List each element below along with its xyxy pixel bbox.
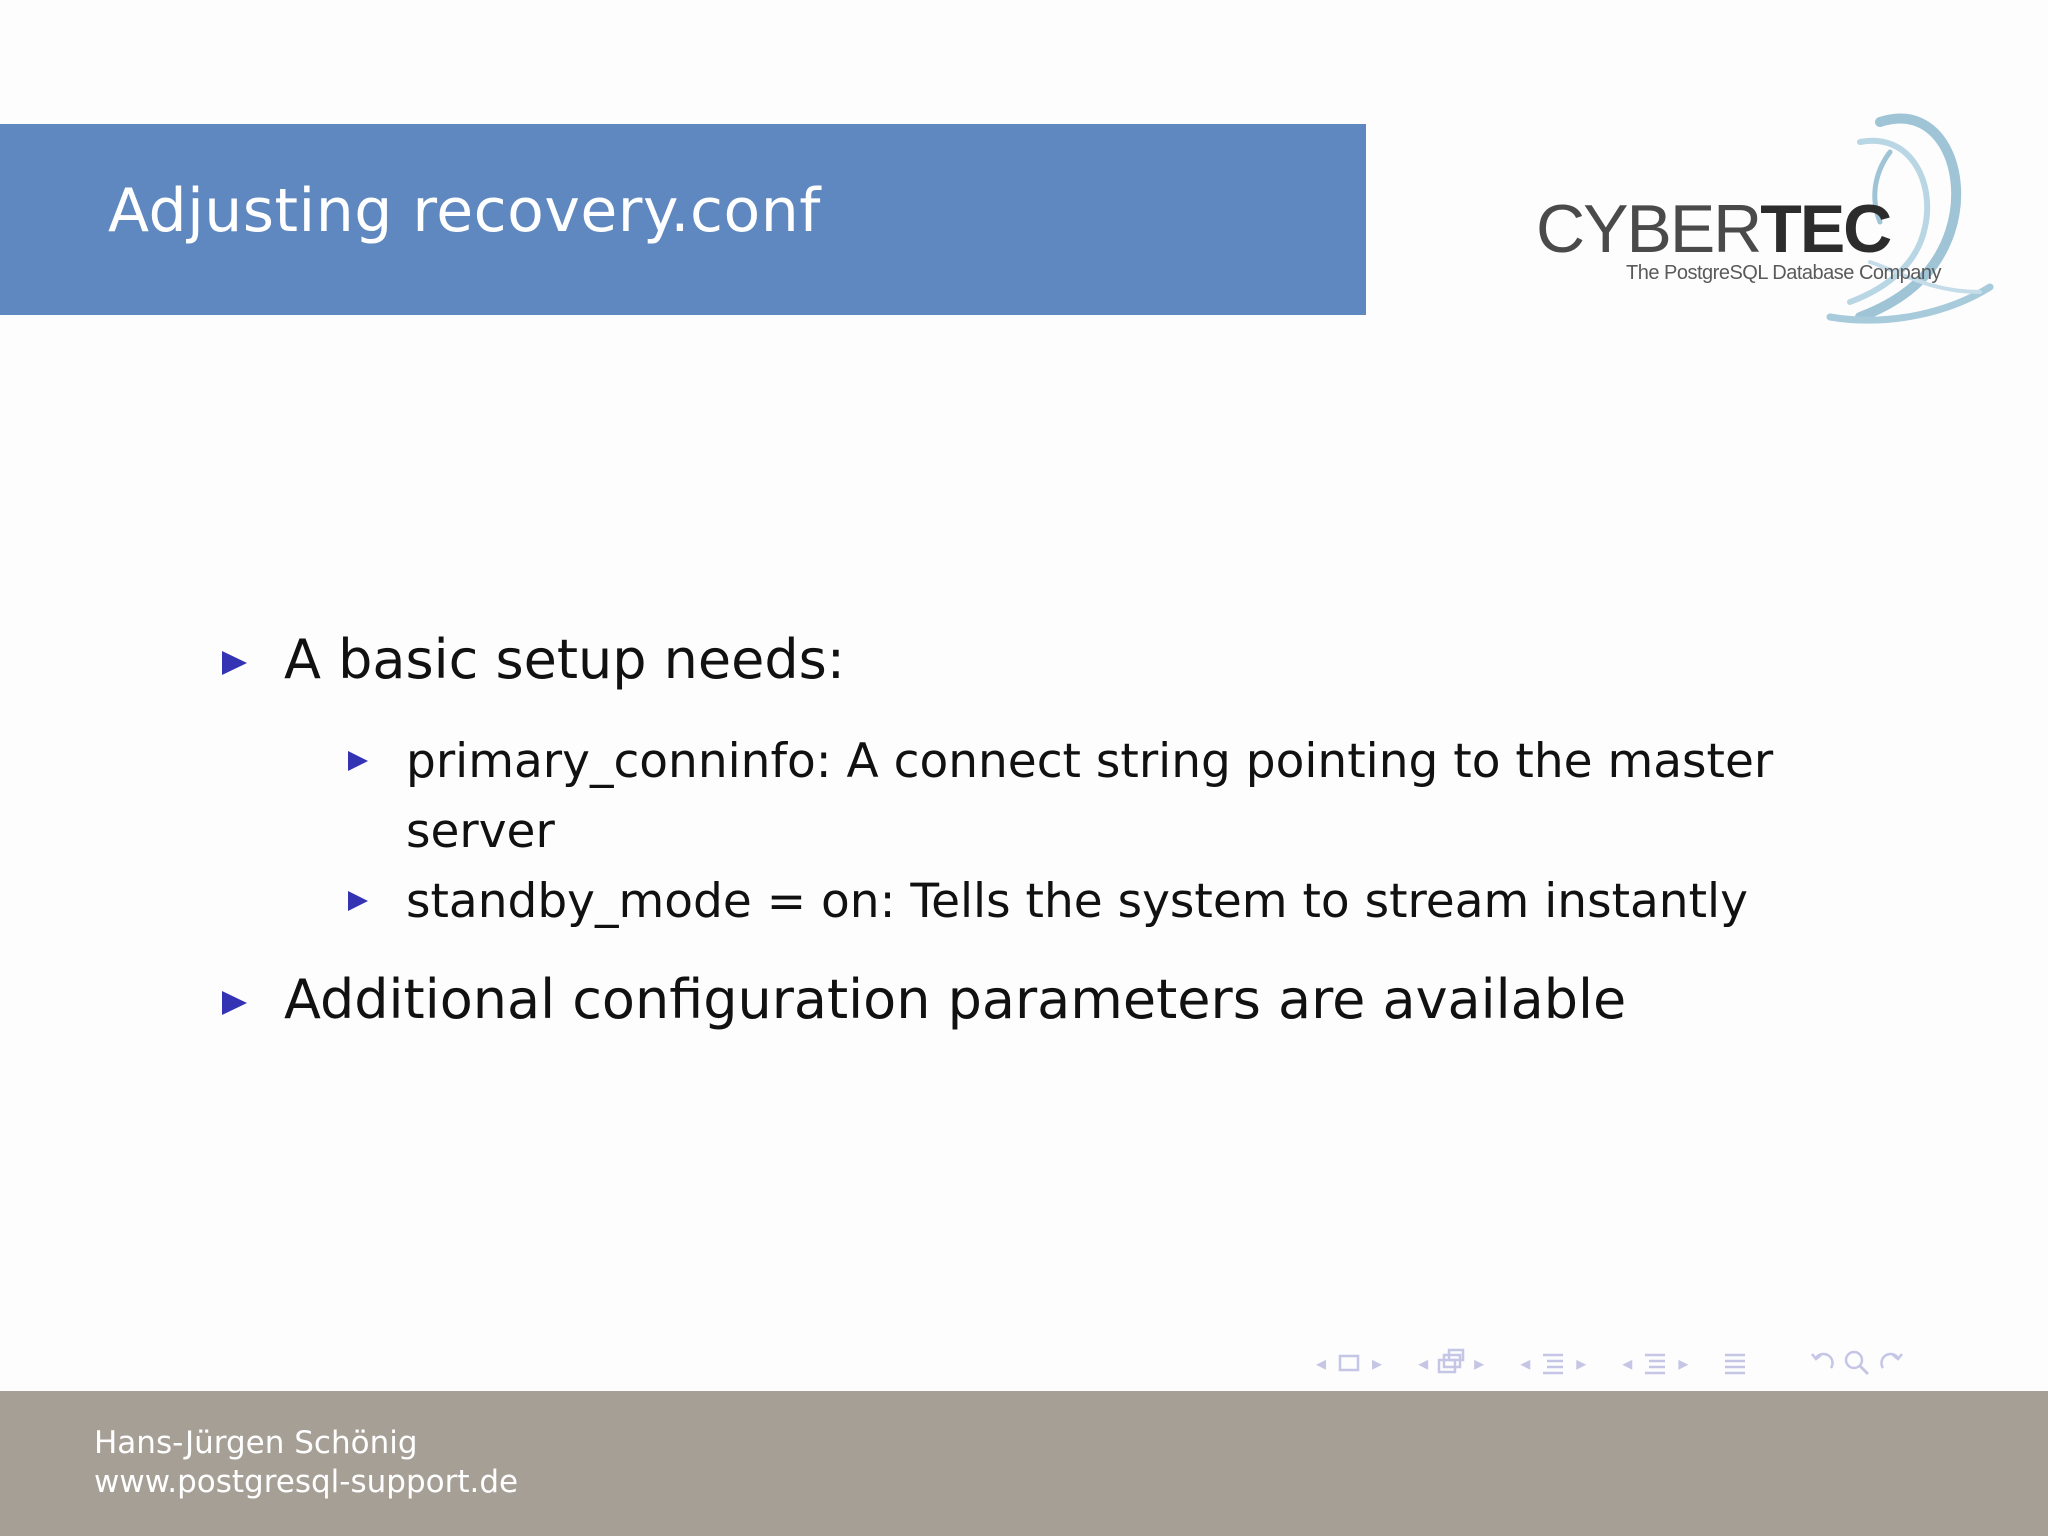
beamer-navigation <box>1310 1338 2040 1388</box>
bullet-text: Additional configuration parameters are available <box>284 968 1627 1031</box>
next-frame-icon[interactable]: ▸ <box>1372 1351 1383 1375</box>
frame-icon[interactable] <box>1332 1346 1366 1380</box>
next-subsection-icon[interactable]: ▸ <box>1474 1351 1485 1375</box>
sub-bullet-text: primary_conninfo: A connect string pointing to the master server <box>406 734 1774 859</box>
nav-subsection-group <box>1412 1346 1490 1380</box>
section-icon[interactable] <box>1536 1346 1570 1380</box>
footer <box>0 1391 2048 1536</box>
forward-icon[interactable] <box>1874 1346 1908 1380</box>
cybertec-logo <box>1530 112 2010 334</box>
back-icon[interactable] <box>1806 1346 1840 1380</box>
sub-bullet-item <box>348 867 1826 937</box>
prev-subsection-icon[interactable]: ◂ <box>1418 1351 1429 1375</box>
slide-title: Adjusting recovery.conf <box>108 176 821 246</box>
next-document-icon[interactable]: ▸ <box>1678 1351 1689 1375</box>
prev-document-icon[interactable]: ◂ <box>1622 1351 1633 1375</box>
search-icon[interactable] <box>1840 1346 1874 1380</box>
bullet-triangle-icon <box>222 991 247 1015</box>
prev-frame-icon[interactable]: ◂ <box>1316 1351 1327 1375</box>
document-icon[interactable] <box>1638 1346 1672 1380</box>
footer-author: Hans-Jürgen Schönig <box>94 1425 418 1461</box>
sub-bullet-triangle-icon <box>348 751 368 771</box>
sub-bullet-item <box>348 727 1826 867</box>
sub-bullet-triangle-icon <box>348 891 368 911</box>
logo-wordmark-bold: TEC <box>1760 191 1891 267</box>
bullet-item <box>222 968 1626 1031</box>
next-section-icon[interactable]: ▸ <box>1576 1351 1587 1375</box>
logo-tagline: The PostgreSQL Database Company <box>1626 262 1942 284</box>
sub-bullet-text: standby_mode = on: Tells the system to stream instantly <box>406 874 1748 929</box>
subsection-icon[interactable] <box>1434 1346 1468 1380</box>
nav-section-group <box>1514 1346 1592 1380</box>
align-icon[interactable] <box>1718 1346 1752 1380</box>
bullet-triangle-icon <box>222 651 247 675</box>
bullet-text: A basic setup needs: <box>284 628 845 691</box>
nav-search-group <box>1806 1346 1908 1380</box>
logo-wordmark <box>1536 190 1890 268</box>
logo-wordmark-regular: CYBER <box>1536 191 1761 267</box>
nav-frame-group <box>1310 1346 1388 1380</box>
nav-document-group <box>1616 1346 1694 1380</box>
bullet-item <box>222 628 845 691</box>
footer-url: www.postgresql-support.de <box>94 1464 519 1500</box>
nav-align-group <box>1718 1346 1752 1380</box>
prev-section-icon[interactable]: ◂ <box>1520 1351 1531 1375</box>
